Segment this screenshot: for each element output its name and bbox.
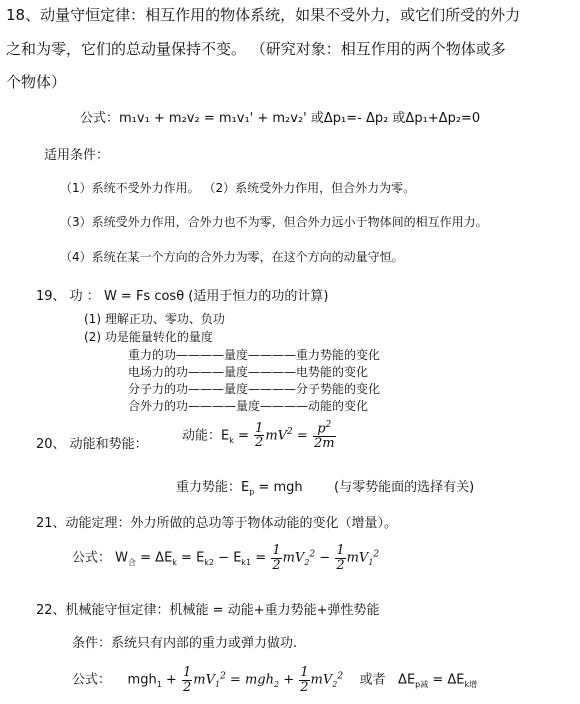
s21-ek1: − E xyxy=(214,550,242,566)
s20-potential-note: (与零势能面的选择有关) xyxy=(334,480,475,495)
s20-p-num: p xyxy=(317,421,326,437)
s22-mv1-sup: 2 xyxy=(220,671,226,682)
s21-w: W xyxy=(115,550,129,566)
s22-mgh1: mgh xyxy=(127,672,157,688)
s19-heading: 19、 功 ： W = Fs cosθ (适用于恒力的功的计算) xyxy=(36,289,329,304)
s22-mgh2-sub: 2 xyxy=(274,680,280,690)
s22-mv2: mV xyxy=(310,672,333,688)
s20-ep-rest: = mgh xyxy=(254,480,303,495)
s20-eq: = xyxy=(233,428,254,444)
s18-conditions-title: 适用条件： xyxy=(44,148,110,163)
s22-plus-1: + xyxy=(161,672,181,688)
s21-mv1-sub: 1 xyxy=(368,558,374,568)
s20-p-den: 2m xyxy=(313,435,335,451)
s19-relation-net: 合外力的功————量度————动能的变化 xyxy=(128,399,369,413)
s21-half-den-1: 2 xyxy=(272,557,281,573)
s22-dek: ΔE xyxy=(447,672,465,688)
s21-half-num-1: 1 xyxy=(272,543,281,558)
s21-ek1-sub: k1 xyxy=(241,558,252,568)
s18-formula: 公式：m₁v₁ + m₂v₂ = m₁v₁' + m₂v₂' 或Δp₁=- Δp₂ 或Δp₁+Δp₂=0 xyxy=(80,111,481,126)
s22-heading: 22、机械能守恒定律：机械能 = 动能+重力势能+弹性势能 xyxy=(36,603,380,618)
s18-condition-4: （4）系统在某一个方向的合外力为零，在这个方向的动量守恒。 xyxy=(60,250,404,264)
s21-ek2: = E xyxy=(176,550,205,566)
s21-half-num-2: 1 xyxy=(336,543,345,558)
s22-dep: ΔE xyxy=(398,672,416,688)
s18-line3: 个物体） xyxy=(6,73,67,91)
s20-mv: mV xyxy=(265,428,288,444)
s20-half-den: 2 xyxy=(255,435,264,451)
s22-mv1: mV xyxy=(193,672,215,688)
s18-line1: 18、动量守恒定律：相互作用的物体系统，如果不受外力，或它们所受的外力 xyxy=(6,6,521,24)
s19-relation-molecular: 分子力的功———量度————分子势能的变化 xyxy=(128,382,381,396)
s22-mgh2: mgh xyxy=(244,672,274,688)
s18-condition-3: （3）系统受外力作用，合外力也不为零，但合外力远小于物体间的相互作用力。 xyxy=(60,215,488,229)
s22-mv2-sup: 2 xyxy=(337,671,344,682)
s22-half-den-2: 2 xyxy=(300,679,309,695)
s22-formula-label: 公式： xyxy=(72,672,112,688)
s21-mv2-sup: 2 xyxy=(309,549,316,560)
s20-eq2: = xyxy=(292,428,312,444)
s21-mv2: mV xyxy=(282,550,305,566)
s21-ek2-sub: k2 xyxy=(204,558,215,568)
s20-ek-label: 动能： xyxy=(182,428,222,444)
s22-eq2: = xyxy=(428,672,448,688)
s21-half-fraction-2 xyxy=(335,544,345,572)
s21-half-fraction-1 xyxy=(271,544,281,572)
s19-relation-gravity: 重力的功————量度————重力势能的变化 xyxy=(128,348,381,362)
s22-formula xyxy=(72,666,477,694)
s20-ep-sub: p xyxy=(249,487,255,497)
s20-kinetic-energy-formula xyxy=(182,421,337,451)
s21-eq: = xyxy=(251,550,271,566)
s22-half-fraction-2 xyxy=(299,666,309,694)
s21-heading: 21、动能定理：外力所做的总功等于物体动能的变化（增量）。 xyxy=(36,516,398,531)
s22-or: 或者 xyxy=(359,672,386,688)
s21-w-sub: 合 xyxy=(128,558,137,568)
s20-ek-symbol: E xyxy=(221,428,230,444)
s22-half-fraction-1 xyxy=(182,666,192,694)
s22-half-den-1: 2 xyxy=(182,679,192,695)
s22-mv1-sub: 1 xyxy=(214,680,221,690)
s18-condition-1-2: （1）系统不受外力作用。 （2）系统受外力作用，但合外力为零。 xyxy=(60,181,416,195)
s22-plus-2: + xyxy=(279,672,299,688)
s20-p-fraction xyxy=(313,421,336,451)
s21-formula xyxy=(72,544,379,572)
s21-minus: − xyxy=(315,550,335,566)
s20-half-num: 1 xyxy=(255,420,264,436)
s20-potential-energy xyxy=(176,476,303,497)
s21-dek-sub: k xyxy=(172,558,177,568)
s22-dek-sub: k增 xyxy=(464,680,478,690)
s21-half-den-2: 2 xyxy=(336,557,345,573)
s20-heading: 20、 动能和势能： xyxy=(36,437,148,452)
s22-half-num-1: 1 xyxy=(182,665,192,680)
s22-mgh1-sub: 1 xyxy=(156,680,162,690)
s22-mv2-sub: 2 xyxy=(332,680,338,690)
s22-dep-sub: p减 xyxy=(415,680,429,690)
s21-mv1-sup: 2 xyxy=(373,549,380,560)
s20-sq: 2 xyxy=(287,426,293,437)
s19-point-1: (1) 理解正功、零功、负功 xyxy=(84,312,225,326)
s20-ep-label: 重力势能：E xyxy=(176,480,250,495)
s22-eq: = xyxy=(225,672,245,688)
s19-point-2: (2) 功是能量转化的量度 xyxy=(84,330,213,344)
s22-half-num-2: 1 xyxy=(300,665,309,680)
s21-formula-label: 公式： xyxy=(72,550,112,566)
s21-mv1: mV xyxy=(346,550,369,566)
s22-condition: 条件：系统只有内部的重力或弹力做功. xyxy=(72,636,298,651)
s20-ek-sub: k xyxy=(229,435,234,445)
s18-line2: 之和为零，它们的总动量保持不变。 （研究对象：相互作用的两个物体或多 xyxy=(6,40,506,58)
s21-dek: = ΔE xyxy=(136,550,173,566)
s21-mv2-sub: 2 xyxy=(304,558,310,568)
s20-half-fraction xyxy=(254,422,264,450)
s20-p-sq: 2 xyxy=(325,420,332,430)
s19-relation-electric: 电场力的功———量度————电势能的变化 xyxy=(128,365,369,379)
